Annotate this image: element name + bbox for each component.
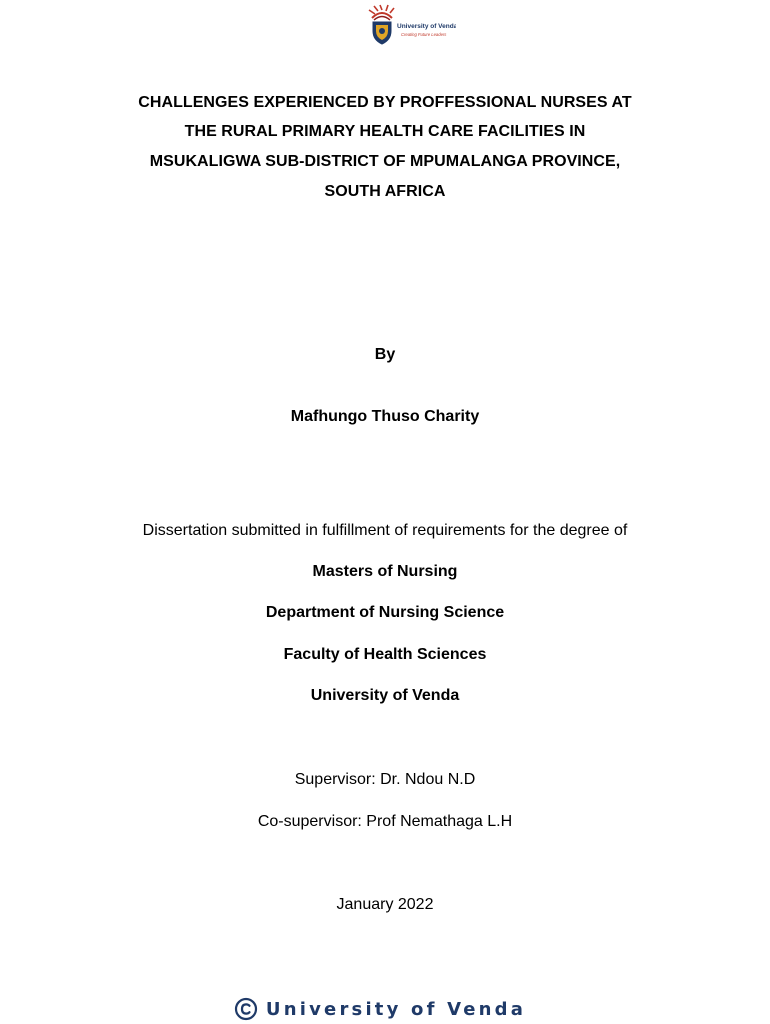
author-name: Mafhungo Thuso Charity [290,408,480,425]
copyright-footer [0,995,770,1023]
logo-tagline: Creating Future Leaders [401,32,447,37]
copyright-icon [234,997,258,1021]
university-crest-icon [364,4,456,46]
title-line-2: THE RURAL PRIMARY HEALTH CARE FACILITIES IN [184,123,586,140]
title-line-3: MSUKALIGWA SUB-DISTRICT OF MPUMALANGA PROVINCE, [149,153,621,170]
logo-wordmark: University of Venda [397,23,456,30]
by-label: By [374,346,396,363]
copyright-text: University of Venda [265,998,527,1020]
co-supervisor: Co-supervisor: Prof Nemathaga L.H [257,813,513,830]
supervisor: Supervisor: Dr. Ndou N.D [294,771,476,788]
submission-date: January 2022 [336,896,434,913]
university-name: University of Venda [310,687,460,704]
faculty-name: Faculty of Health Sciences [283,646,487,663]
submission-statement: Dissertation submitted in fulfillment of requirements for the degree of [142,522,628,539]
department-name: Department of Nursing Science [265,604,505,621]
title-line-4: SOUTH AFRICA [324,183,446,200]
title-line-1: CHALLENGES EXPERIENCED BY PROFFESSIONAL NURSES AT [138,94,632,111]
university-logo [364,4,456,46]
degree-name: Masters of Nursing [312,563,458,580]
